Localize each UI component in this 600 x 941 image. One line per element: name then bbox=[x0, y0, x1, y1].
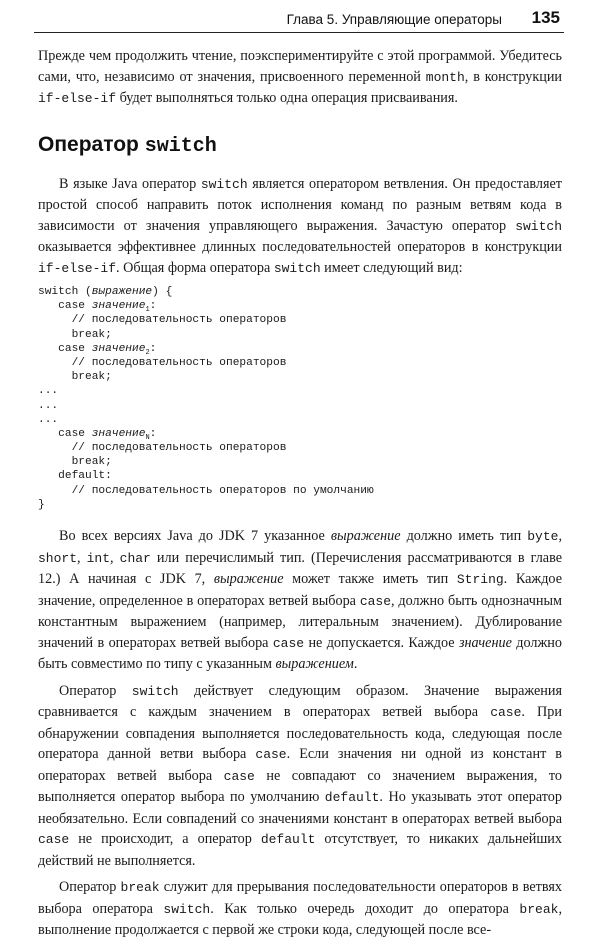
running-header bbox=[34, 6, 564, 33]
code-line: ... bbox=[38, 399, 59, 412]
inline-code: if-else-if bbox=[38, 91, 117, 106]
paragraph-2: Во всех версиях Java до JDK 7 указанное выражение должно иметь тип byte, short, int, char или перечислимый тип. (Перечисления рассматриваются в главе 12.) А начиная с JDK 7, выражение может также иметь тип String. Каждое значение, определенное в операторах ветвей выбора case, должно быть однозначным константным выражением (например, литеральным значением). Дублирование значений в операторах ветвей выбора case не допускается. Каждое значение должно быть совместимо по типу с указанным выражением. bbox=[38, 528, 562, 672]
inline-code: case bbox=[255, 747, 287, 762]
inline-code: if-else-if bbox=[38, 260, 117, 276]
code-line: ... bbox=[38, 385, 59, 398]
code-line: case значение$_N$: bbox=[38, 427, 157, 443]
inline-code: case bbox=[490, 705, 522, 720]
paragraph-3: Оператор switch действует следующим образом. Значение выражения сравнивается с каждым значением в операторах ветвей выбора case. При обнаружении совпадения выполняется последовательность кода, следующая после оператора данной ветви выбора case. Если значения ни одной из констант в операторах ветвей выбора case не совпадают со значением выражения, то выполняется оператор выбора по умолчанию default. Но указывать этот оператор необязательно. Если совпадений со значениями констант в операторах ветвей выбора case не происходит, а оператор default отсутствует, то никаких дальнейших действий не выполняется. bbox=[38, 682, 563, 869]
inline-code: byte bbox=[527, 529, 559, 544]
inline-code: case bbox=[359, 593, 392, 609]
inline-code: switch bbox=[515, 218, 562, 234]
code-line: } bbox=[38, 498, 45, 511]
inline-code: case bbox=[272, 635, 305, 651]
inline-code: default bbox=[260, 832, 316, 847]
inline-code: switch bbox=[200, 176, 248, 192]
code-line: case значение$_2$: bbox=[38, 342, 157, 357]
paragraph-1: В языке Java оператор switch является оператором ветвления. Он предоставляет простой способ направить поток исполнения команд по разным ветвям кода в зависимости от значения управляющего выражения. Зачастую оператор switch оказывается эффективнее длинных последовательностей операторов в конструкции if-else-if. Общая форма оператора switch имеет следующий вид: bbox=[38, 175, 562, 276]
inline-code: switch bbox=[131, 683, 179, 699]
code-line: ... bbox=[38, 413, 59, 426]
inline-code: char bbox=[119, 550, 151, 566]
inline-code: switch bbox=[273, 260, 321, 276]
inline-code: break bbox=[519, 901, 559, 917]
code-line: // последовательность операторов bbox=[38, 314, 287, 327]
inline-code: month bbox=[425, 69, 465, 85]
code-listing bbox=[38, 285, 562, 512]
inline-code: case bbox=[223, 768, 255, 784]
inline-code: default bbox=[324, 790, 380, 805]
inline-code: switch bbox=[163, 901, 211, 917]
code-line: default: bbox=[38, 470, 112, 483]
inline-code: String bbox=[456, 572, 504, 587]
code-line: break; bbox=[38, 328, 112, 341]
code-line: break; bbox=[38, 456, 112, 469]
inline-code: int bbox=[86, 550, 111, 566]
code-line: break; bbox=[38, 371, 112, 384]
intro-paragraph: Прежде чем продолжить чтение, поэкспериментируйте с этой программой. Убедитесь сами, что, независимо от значения, присвоенного переменной month, в конструкции if-else-if будет выполняться только одна операция присваивания. bbox=[38, 48, 562, 106]
inline-code: short bbox=[38, 550, 78, 566]
page-number: 135 bbox=[531, 8, 560, 27]
inline-code: case bbox=[38, 832, 70, 847]
page-body bbox=[38, 46, 562, 941]
code-line: // последовательность операторов bbox=[38, 356, 287, 369]
section-heading: Оператор switch bbox=[38, 132, 217, 158]
code-line: // последовательность операторов по умолчанию bbox=[38, 484, 374, 497]
chapter-title: Глава 5. Управляющие операторы bbox=[286, 12, 502, 27]
code-line: // последовательность операторов bbox=[38, 442, 287, 455]
code-line: switch (выражение) { bbox=[38, 286, 173, 298]
paragraph-4: Оператор break служит для прерывания последовательности операторов в ветвях выбора оператора switch. Как только очередь доходит до оператора break, выполнение продолжается с первой же строки кода, следующей после все- bbox=[38, 879, 563, 938]
code-line: case значение$_1$: bbox=[38, 300, 157, 315]
inline-code: break bbox=[120, 880, 160, 895]
